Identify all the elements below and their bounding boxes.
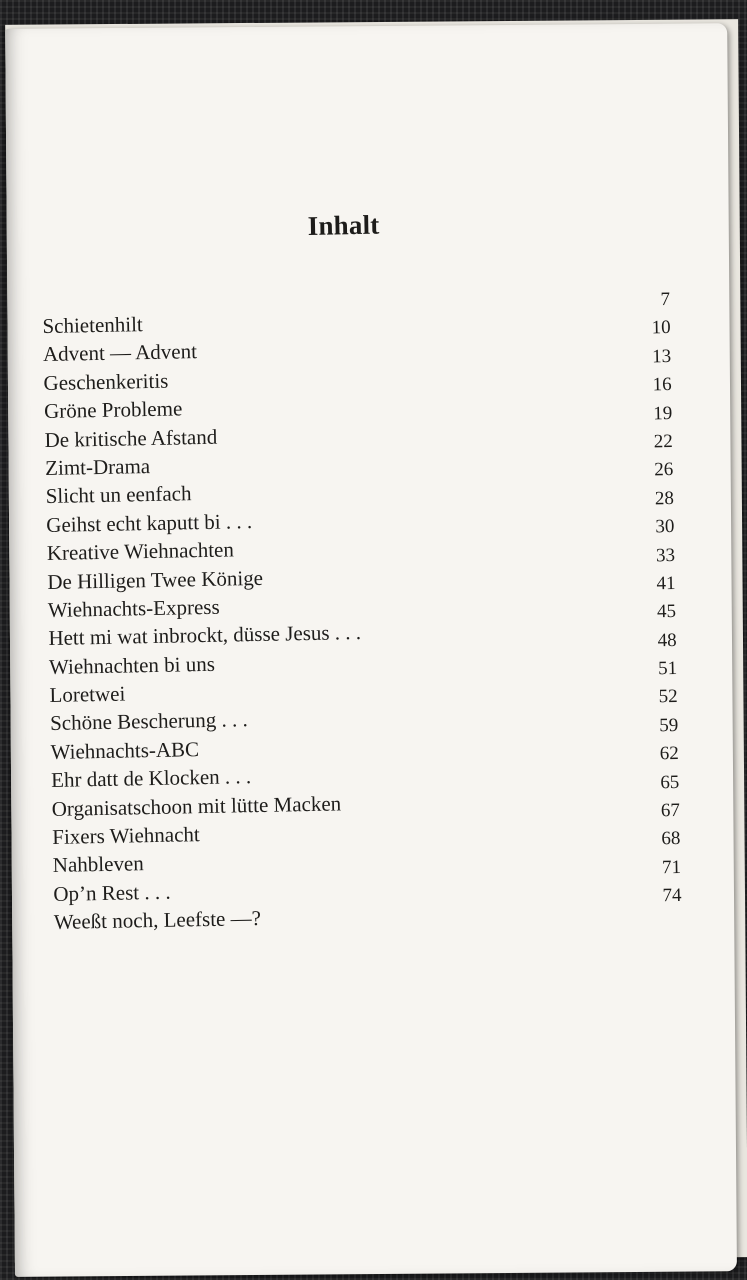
toc-entry-title: Slicht un eenfach xyxy=(45,481,192,509)
toc-entry-title: Weeßt noch, Leefste —? xyxy=(53,906,262,935)
toc-entry-title: Wiehnachts-Express xyxy=(47,594,220,622)
toc-entry-title: Advent — Advent xyxy=(42,339,198,367)
toc-entry-page: 67 xyxy=(660,799,681,822)
toc-entry-page: 28 xyxy=(654,487,675,510)
toc-entry-title: Fixers Wiehnacht xyxy=(52,822,200,849)
toc-entry-title: Geschenkeritis xyxy=(43,368,169,395)
toc-entry-page: 26 xyxy=(654,459,674,481)
toc-entry-page: 51 xyxy=(657,658,678,680)
toc-entry-title: Kreative Wiehnachten xyxy=(46,537,235,566)
toc-entry-title: Nahbleven xyxy=(52,851,144,878)
toc-entry-page: 62 xyxy=(659,743,679,765)
toc-entry-page: 48 xyxy=(657,629,677,651)
toc-entry-title: Gröne Probleme xyxy=(43,396,183,424)
toc-entry-page: 7 xyxy=(660,289,671,311)
toc-entry-page: 16 xyxy=(652,374,672,396)
toc-entry-title: De kritische Afstand xyxy=(44,424,218,452)
toc-entry-page: 33 xyxy=(655,544,676,566)
table-of-contents xyxy=(42,286,682,935)
toc-entry-title: Wiehnachten bi uns xyxy=(48,651,216,679)
toc-entry-title: Wiehnachts-ABC xyxy=(50,736,200,764)
toc-entry-title: Op’n Rest . . . xyxy=(53,879,171,906)
toc-entry-page: 30 xyxy=(655,516,675,538)
toc-entry-page: 41 xyxy=(656,572,676,595)
toc-entry-title: Geihst echt kaputt bi . . . xyxy=(46,508,253,537)
toc-entry-page: 68 xyxy=(661,828,681,850)
toc-entry-page: 71 xyxy=(661,856,682,879)
toc-entry-page: 22 xyxy=(653,430,673,453)
toc-entry-page: 52 xyxy=(658,686,678,708)
toc-entry-page: 45 xyxy=(656,601,677,623)
page-title: Inhalt xyxy=(307,209,380,242)
toc-entry-page: 59 xyxy=(659,714,679,737)
toc-entry-page: 19 xyxy=(653,402,673,424)
toc-entry-title: Schöne Bescherung . . . xyxy=(49,707,248,736)
toc-entry-title: Hett mi wat inbrockt, düsse Jesus . . . xyxy=(48,620,362,651)
toc-entry-page: 13 xyxy=(651,345,672,368)
toc-entry-title: Schietenhilt xyxy=(42,312,143,339)
toc-entry-title: Organisatschoon mit lütte Macken xyxy=(51,791,342,821)
toc-entry-page: 74 xyxy=(662,885,682,907)
toc-entry-page: 10 xyxy=(651,317,671,339)
toc-entry-title: Ehr datt de Klocken . . . xyxy=(50,764,252,793)
toc-entry-title: Zimt-Drama xyxy=(44,453,151,480)
toc-entry-page: 65 xyxy=(660,771,680,793)
toc-entry-title: De Hilligen Twee Könige xyxy=(47,565,264,594)
toc-entry-title: Loretwei xyxy=(49,681,126,708)
